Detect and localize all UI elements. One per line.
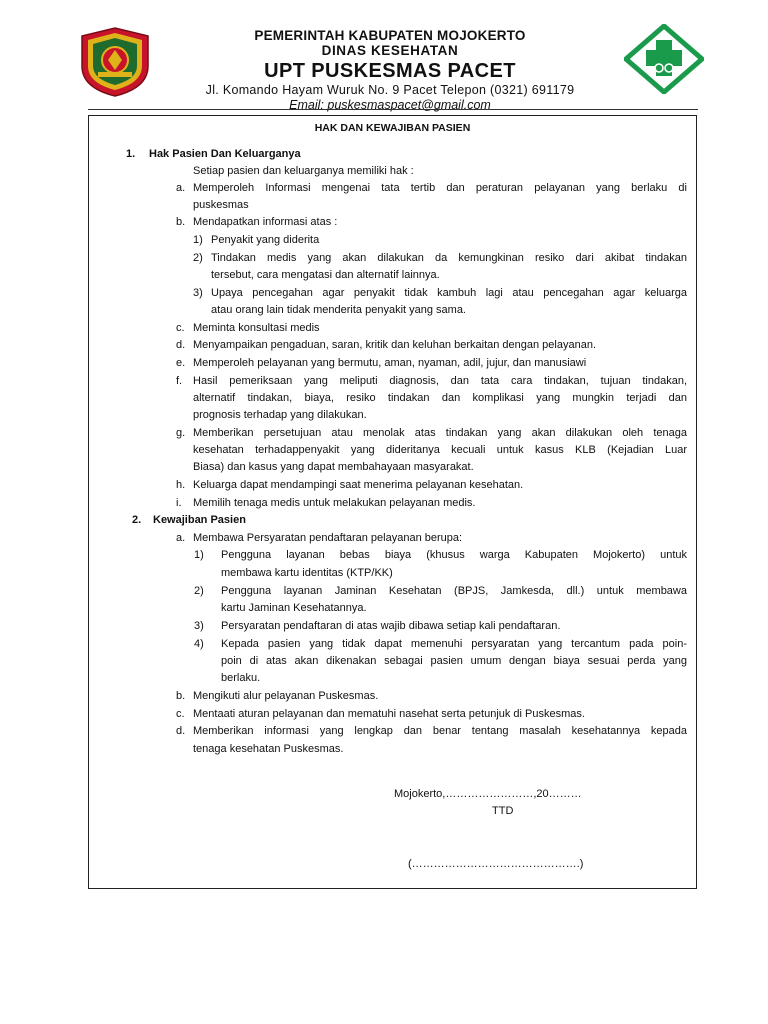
list-item-text: Keluarga dapat mendampingi saat menerima pelayanan kesehatan.: [193, 479, 524, 491]
sublist-number: 3): [193, 287, 203, 299]
section2-number: 2.: [132, 514, 142, 526]
list-item-text: prognosis terhadap yang dilakukan.: [193, 409, 367, 421]
sublist-number: 2): [193, 252, 203, 264]
document-title: HAK DAN KEWAJIBAN PASIEN: [314, 122, 471, 134]
list-item-letter: c.: [176, 708, 185, 720]
sublist-text: berlaku.: [221, 672, 261, 684]
list-item-text: Mendapatkan informasi atas :: [193, 216, 338, 228]
sublist-number: 1): [193, 234, 203, 246]
list-item-text: Memilih tenaga medis untuk melakukan pelayanan medis.: [193, 497, 476, 509]
list-item-letter: a.: [176, 532, 186, 544]
list-item-letter: b.: [176, 690, 186, 702]
list-item-text: Membawa Persyaratan pendaftaran pelayanan berupa:: [193, 532, 463, 544]
list-item-text: Hasil pemeriksaan yang meliputi diagnosis, dan tata cara tindakan, tujuan tindakan,: [193, 375, 687, 387]
list-item-text: alternatif tindakan, biaya, resiko tindakan dan komplikasi yang mungkin terjadi dan: [193, 392, 687, 404]
list-item-text: tenaga kesehatan Puskesmas.: [193, 743, 344, 755]
institution-name: UPT PUSKESMAS PACET: [264, 60, 516, 82]
list-item-text: Mentaati aturan pelayanan dan mematuhi nasehat serta petunjuk di Puskesmas.: [193, 708, 585, 720]
sublist-text: Kepada pasien yang tidak dapat memenuhi persyaratan yang tercantum pada poin-: [221, 638, 687, 650]
section1-intro: Setiap pasien dan keluarganya memiliki hak :: [193, 165, 414, 177]
list-item-text: Memberikan informasi yang lengkap dan benar tentang masalah kesehatannya kepada: [193, 725, 687, 737]
email: Email: puskesmaspacet@gmail.com: [289, 98, 491, 112]
sublist-text: Upaya pencegahan agar penyakit tidak kambuh lagi atau pencegahan agar keluarga: [211, 287, 687, 299]
list-item-text: puskesmas: [193, 199, 249, 211]
list-item-letter: d.: [176, 339, 186, 351]
list-item-letter: a.: [176, 182, 186, 194]
address: Jl. Komando Hayam Wuruk No. 9 Pacet Telepon (0321) 691179: [205, 83, 575, 97]
section1-heading: Hak Pasien Dan Keluarganya: [149, 148, 301, 160]
sublist-text: Persyaratan pendaftaran di atas wajib dibawa setiap kali pendaftaran.: [221, 620, 561, 632]
list-item-text: Memperoleh Informasi mengenai tata tertib dan peraturan pelayanan yang berlaku di: [193, 182, 687, 194]
sublist-number: 2): [194, 585, 204, 597]
list-item-letter: b.: [176, 216, 186, 228]
gov-name: PEMERINTAH KABUPATEN MOJOKERTO: [254, 28, 526, 43]
sublist-text: atau orang lain tidak menderita penyakit yang sama.: [211, 304, 466, 316]
signature-place-date: Mojokerto,……………………,20………: [394, 788, 582, 800]
sublist-text: Penyakit yang diderita: [211, 234, 320, 246]
list-item-letter: e.: [176, 357, 186, 369]
department-name: DINAS KESEHATAN: [321, 43, 459, 58]
list-item-letter: h.: [176, 479, 186, 491]
list-item-letter: i.: [176, 497, 182, 509]
sublist-text: kartu Jaminan Kesehatannya.: [221, 602, 367, 614]
signature-ttd: TTD: [492, 805, 514, 817]
sublist-number: 3): [194, 620, 204, 632]
list-item-text: Biasa) dan kasus yang dapat membahayaan masyarakat.: [193, 461, 474, 473]
sublist-number: 4): [194, 638, 204, 650]
sublist-text: Pengguna layanan Jaminan Kesehatan (BPJS, Jamkesda, dll.) untuk membawa: [221, 585, 687, 597]
list-item-text: Memberikan persetujuan atau menolak atas tindakan yang akan dilakukan oleh tenaga: [193, 427, 687, 439]
list-item-text: Menyampaikan pengaduan, saran, kritik dan keluhan berkaitan dengan pelayanan.: [193, 339, 597, 351]
section2-heading: Kewajiban Pasien: [153, 514, 246, 526]
sublist-number: 1): [194, 549, 204, 561]
list-item-text: kesehatan terhadappenyakit yang dideritanya kecuali untuk kasus KLB (Kejadian Luar: [193, 444, 687, 456]
sublist-text: membawa kartu identitas (KTP/KK): [221, 567, 393, 579]
list-item-letter: c.: [176, 322, 185, 334]
sublist-text: Tindakan medis yang akan dilakukan da kemungkinan resiko dari akibat tindakan: [211, 252, 687, 264]
sublist-text: tersebut, cara mengatasi dan alternatif lainnya.: [211, 269, 440, 281]
list-item-letter: d.: [176, 725, 186, 737]
signature-name-blank: (……………………………………….): [408, 858, 584, 870]
sublist-text: poin di atas akan dikenakan sebagai pasien umum dengan biaya sesuai perda yang: [221, 655, 687, 667]
list-item-text: Memperoleh pelayanan yang bermutu, aman, nyaman, adil, jujur, dan manusiawi: [193, 357, 587, 369]
list-item-letter: g.: [176, 427, 186, 439]
sublist-text: Pengguna layanan bebas biaya (khusus warga Kabupaten Mojokerto) untuk: [221, 549, 687, 561]
section1-number: 1.: [126, 148, 136, 160]
list-item-text: Mengikuti alur pelayanan Puskesmas.: [193, 690, 379, 702]
list-item-text: Meminta konsultasi medis: [193, 322, 320, 334]
list-item-letter: f.: [176, 375, 183, 387]
